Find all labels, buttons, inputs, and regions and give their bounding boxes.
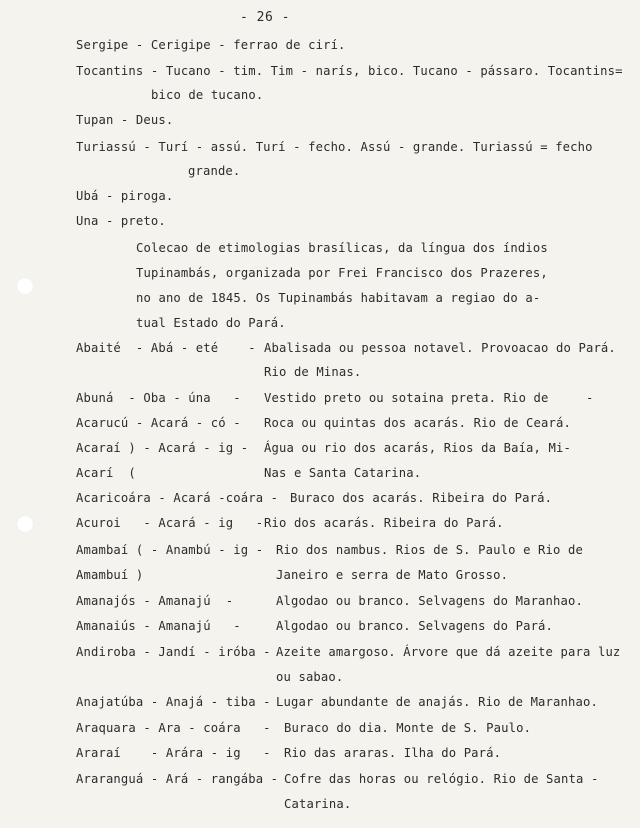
table-right: Catarina.: [284, 797, 352, 811]
table-left: Araquara - Ara - coára -: [76, 721, 271, 735]
table-left: Acaraí ) - Acará - ig -: [76, 441, 249, 455]
note-line: no ano de 1845. Os Tupinambás habitavam a regiao do a-: [136, 291, 541, 305]
table-right: Vestido preto ou sotaina preta. Rio de -: [264, 391, 594, 405]
table-left: Amambaí ( - Anambú - ig -: [76, 543, 264, 557]
entry-sergipe: Sergipe - Cerigipe - ferrao de cirí.: [76, 38, 346, 52]
table-right: Algodao ou branco. Selvagens do Pará.: [276, 619, 554, 633]
table-left: Amanajós - Amanajú -: [76, 594, 234, 608]
table-left: Araraí - Arára - ig -: [76, 746, 271, 760]
table-right: Rio das araras. Ilha do Pará.: [284, 746, 502, 760]
table-left: Amanaiús - Amanajú -: [76, 619, 241, 633]
note-line: Tupinambás, organizada por Frei Francisco dos Prazeres,: [136, 266, 548, 280]
entry-tocantins: Tocantins - Tucano - tim. Tim - narís, bico. Tucano - pássaro. Tocantins=: [76, 64, 623, 78]
punch-hole: [16, 515, 34, 533]
note-line: Colecao de etimologias brasílicas, da língua dos índios: [136, 241, 548, 255]
table-left: Acarucú - Acará - có -: [76, 416, 241, 430]
entry-uba: Ubá - piroga.: [76, 189, 174, 203]
entry-una: Una - preto.: [76, 214, 166, 228]
table-right: ou sabao.: [276, 670, 344, 684]
table-right: Rio dos nambus. Rios de S. Paulo e Rio de: [276, 543, 583, 557]
table-left: Araranguá - Ará - rangába -: [76, 772, 279, 786]
table-right: Janeiro e serra de Mato Grosso.: [276, 568, 509, 582]
table-left: Amambuí ): [76, 568, 144, 582]
table-left: Andiroba - Jandí - iróba -: [76, 645, 271, 659]
entry-tupan: Tupan - Deus.: [76, 113, 174, 127]
table-right: Buraco do dia. Monte de S. Paulo.: [284, 721, 532, 735]
table-right: Rio dos acarás. Ribeira do Pará.: [264, 516, 504, 530]
entry-turiassu-cont: grande.: [188, 164, 241, 178]
entry-turiassu: Turiassú - Turí - assú. Turí - fecho. Assú - grande. Turiassú = fecho: [76, 140, 593, 154]
entry-tocantins-cont: bico de tucano.: [151, 88, 264, 102]
table-left: Anajatúba - Anajá - tiba -: [76, 695, 271, 709]
table-right: Água ou rio dos acarás, Rios da Baía, Mi-: [264, 441, 571, 455]
table-right: Buraco dos acarás. Ribeira do Pará.: [290, 491, 553, 505]
table-left: Abaité - Abá - eté -: [76, 341, 256, 355]
note-line: tual Estado do Pará.: [136, 316, 286, 330]
table-left: Acaricoára - Acará -coára -: [76, 491, 279, 505]
table-left: Acuroi - Acará - ig -: [76, 516, 264, 530]
punch-hole: [16, 277, 34, 295]
table-left: Acarí (: [76, 466, 136, 480]
table-right: Roca ou quintas dos acarás. Rio de Ceará.: [264, 416, 571, 430]
page-number: - 26 -: [240, 10, 290, 25]
table-right: Rio de Minas.: [264, 365, 362, 379]
table-right: Algodao ou branco. Selvagens do Maranhao.: [276, 594, 583, 608]
table-right: Azeite amargoso. Árvore que dá azeite para luz: [276, 645, 621, 659]
table-right: Lugar abundante de anajás. Rio de Maranhao.: [276, 695, 598, 709]
table-right: Abalisada ou pessoa notavel. Provoacao do Pará.: [264, 341, 616, 355]
table-right: Cofre das horas ou relógio. Rio de Santa -: [284, 772, 599, 786]
table-right: Nas e Santa Catarina.: [264, 466, 422, 480]
table-left: Abuná - Oba - úna -: [76, 391, 241, 405]
